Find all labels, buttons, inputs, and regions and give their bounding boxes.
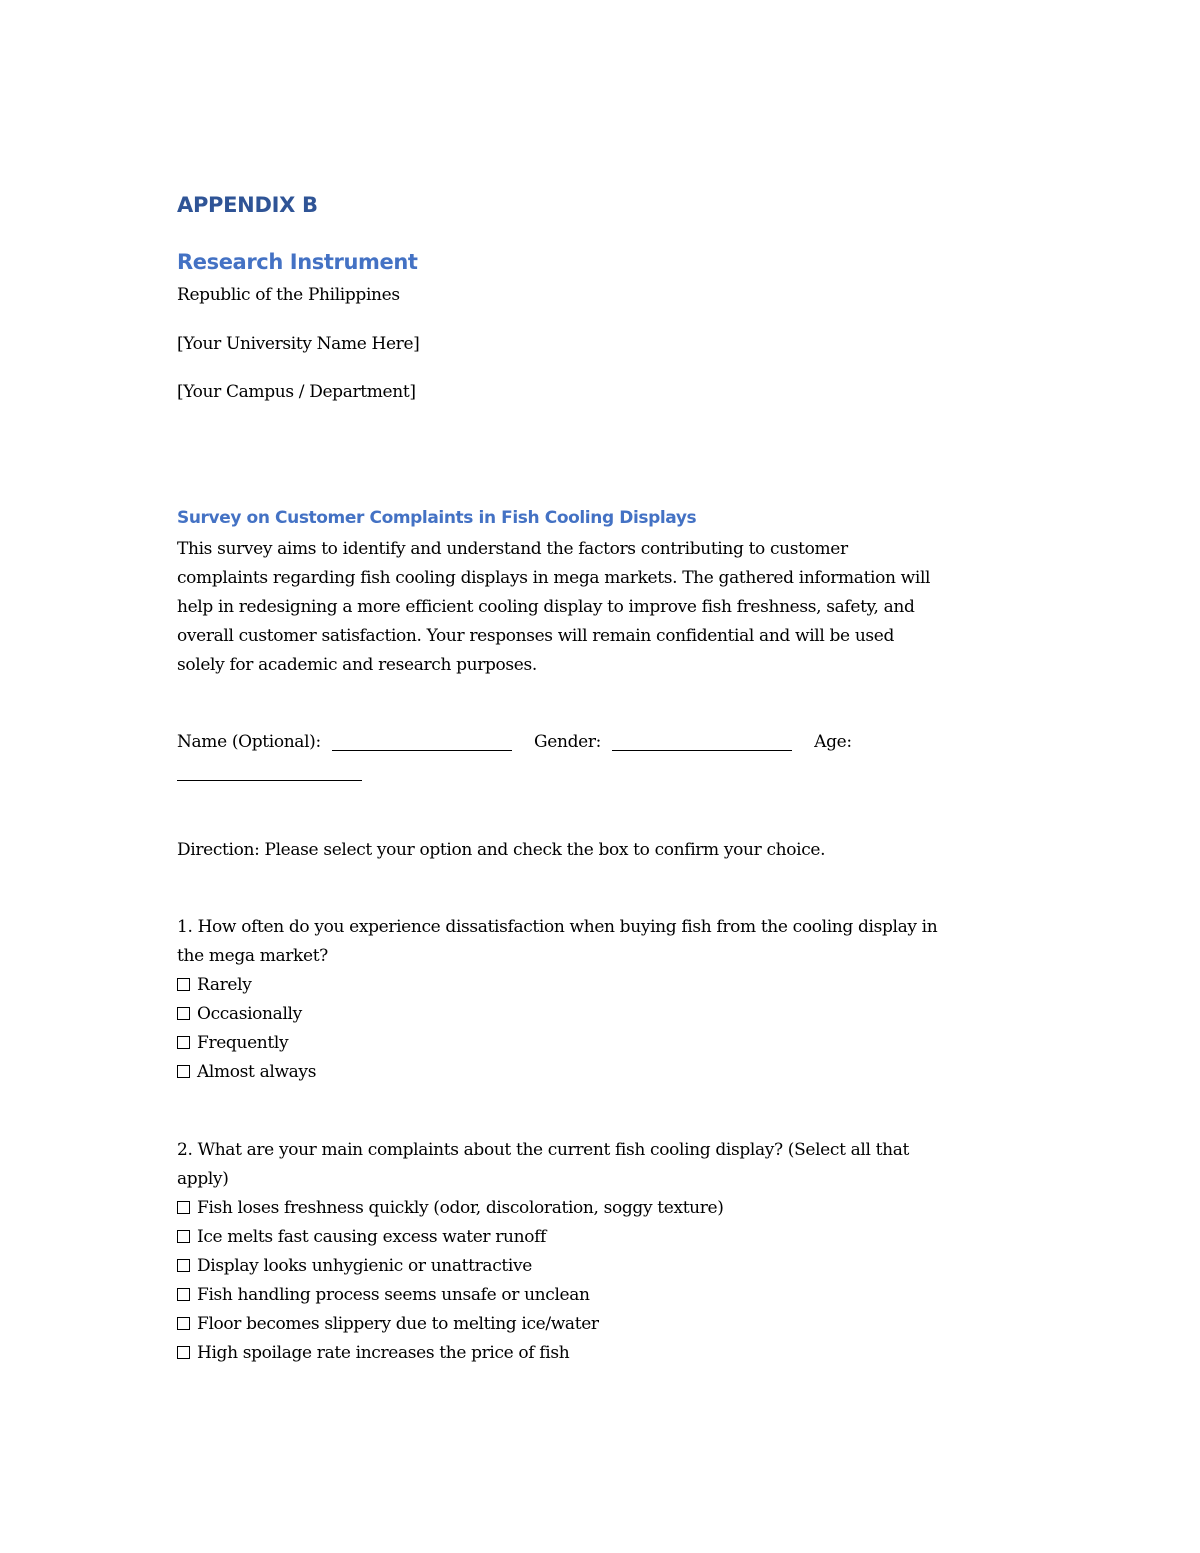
option-ice-melts[interactable] (177, 1223, 1027, 1252)
appendix-title: APPENDIX B (177, 193, 318, 217)
intro-line: complaints regarding fish cooling displays in mega markets. The gathered information will (177, 568, 931, 588)
question-2 (177, 1136, 1027, 1368)
checkbox[interactable] (177, 978, 190, 991)
option-spoilage[interactable] (177, 1339, 1027, 1368)
intro-line: overall customer satisfaction. Your responses will remain confidential and will be used (177, 626, 895, 646)
question-1-text: the mega market? (177, 946, 328, 966)
option-label: Display looks unhygienic or unattractive (197, 1256, 532, 1276)
option-label: Ice melts fast causing excess water runoff (197, 1227, 546, 1247)
checkbox[interactable] (177, 1346, 190, 1359)
option-label: Floor becomes slippery due to melting ice/water (197, 1314, 599, 1334)
option-label: Fish handling process seems unsafe or unclean (197, 1285, 590, 1305)
option-label: Frequently (197, 1033, 289, 1053)
checkbox[interactable] (177, 1230, 190, 1243)
age-label: Age: (814, 732, 852, 752)
question-2-text: apply) (177, 1169, 229, 1189)
name-label: Name (Optional): (177, 732, 321, 752)
age-field[interactable] (177, 762, 362, 781)
checkbox[interactable] (177, 1036, 190, 1049)
option-unhygienic[interactable] (177, 1252, 1027, 1281)
option-rarely[interactable] (177, 971, 1027, 1000)
header-department: [Your Campus / Department] (177, 382, 416, 402)
intro-line: This survey aims to identify and understand the factors contributing to customer (177, 539, 848, 559)
question-2-text: 2. What are your main complaints about the current fish cooling display? (Select all that (177, 1140, 909, 1160)
intro-line: help in redesigning a more efficient cooling display to improve fish freshness, safety, and (177, 597, 915, 617)
gender-field[interactable] (612, 732, 792, 751)
option-freshness[interactable] (177, 1194, 1027, 1223)
checkbox[interactable] (177, 1288, 190, 1301)
checkbox[interactable] (177, 1259, 190, 1272)
option-label: Rarely (197, 975, 252, 995)
intro-line: solely for academic and research purposes. (177, 655, 537, 675)
option-occasionally[interactable] (177, 1000, 1027, 1029)
option-label: Occasionally (197, 1004, 302, 1024)
option-handling[interactable] (177, 1281, 1027, 1310)
checkbox[interactable] (177, 1007, 190, 1020)
checkbox[interactable] (177, 1065, 190, 1078)
option-label: High spoilage rate increases the price of fish (197, 1343, 570, 1363)
option-label: Fish loses freshness quickly (odor, discoloration, soggy texture) (197, 1198, 724, 1218)
option-label: Almost always (197, 1062, 317, 1082)
survey-intro (177, 535, 1027, 680)
section-title: Research Instrument (177, 250, 418, 274)
question-1-text: 1. How often do you experience dissatisfaction when buying fish from the cooling display in (177, 917, 938, 937)
question-1 (177, 913, 1027, 1087)
checkbox[interactable] (177, 1317, 190, 1330)
option-frequently[interactable] (177, 1029, 1027, 1058)
option-almost-always[interactable] (177, 1058, 1027, 1087)
name-field[interactable] (332, 732, 512, 751)
header-university: [Your University Name Here] (177, 334, 420, 354)
option-slippery-floor[interactable] (177, 1310, 1027, 1339)
header-country: Republic of the Philippines (177, 285, 400, 305)
survey-title: Survey on Customer Complaints in Fish Cooling Displays (177, 508, 697, 528)
respondent-fields (177, 728, 852, 757)
gender-label: Gender: (534, 732, 601, 752)
checkbox[interactable] (177, 1201, 190, 1214)
direction-text: Direction: Please select your option and check the box to confirm your choice. (177, 840, 826, 860)
